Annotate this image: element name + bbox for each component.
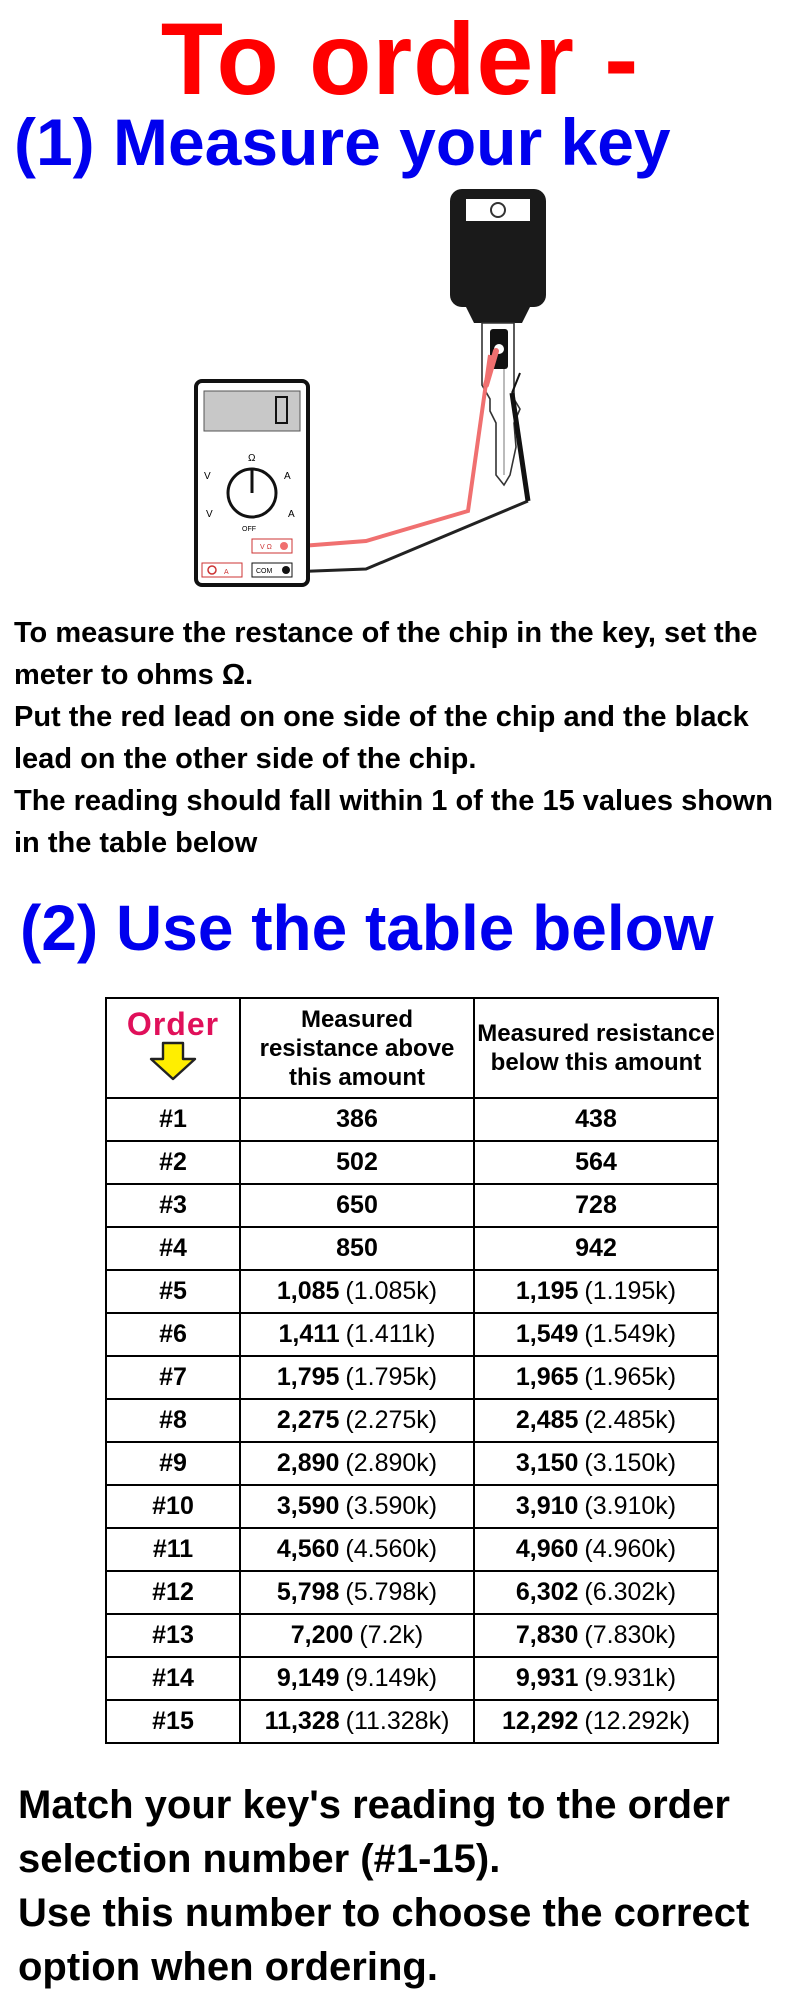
ohm-value: 11,328 [264,1707,340,1735]
dial-label-dc-v: V [206,509,213,520]
ohm-value: 564 [575,1148,617,1176]
kilo-ohm-value: (12.292k) [584,1707,691,1735]
ohm-value: 2,890 [276,1449,340,1477]
instruction-line: Put the red lead on one side of the chip and the black lead on the other side of the chip. [14,701,749,775]
above-value-cell [240,1614,474,1657]
ohm-value: 7,830 [515,1621,579,1649]
above-value-cell [240,1528,474,1571]
ohm-value: 1,411 [278,1320,340,1348]
ohm-value: 3,910 [515,1492,579,1520]
kilo-ohm-value: (9.931k) [584,1664,677,1692]
below-value-cell [474,1313,718,1356]
above-value-cell [240,1098,474,1141]
above-value-cell [240,1270,474,1313]
below-value-cell [474,1442,718,1485]
kilo-ohm-value: (2.890k) [345,1449,438,1477]
dial-label-off: OFF [242,526,256,533]
order-number-cell: #4 [106,1227,240,1270]
below-value-cell [474,1614,718,1657]
above-value-cell [240,1184,474,1227]
table-row [106,1528,718,1571]
com-port-label: COM [256,568,273,575]
kilo-ohm-value: (9.149k) [345,1664,438,1692]
above-value-cell [240,1485,474,1528]
step1-heading: (1) Measure your key [14,105,671,179]
ohm-value: 850 [336,1234,378,1262]
kilo-ohm-value: (4.960k) [584,1535,677,1563]
ohm-value: 6,302 [515,1578,579,1606]
com-port [282,566,290,574]
ohm-value: 2,275 [276,1406,340,1434]
multimeter [196,381,308,585]
kilo-ohm-value: (1.795k) [345,1363,438,1391]
dial-label-dc-a: A [288,509,295,520]
table-row [106,1227,718,1270]
table-row [106,1700,718,1743]
instruction-line: The reading should fall within 1 of the 15 values shown in the table below [14,785,773,859]
below-value-cell [474,1141,718,1184]
kilo-ohm-value: (11.328k) [345,1707,450,1735]
below-value-cell [474,1399,718,1442]
ohm-value: 1,965 [515,1363,579,1391]
ohm-value: 2,485 [515,1406,579,1434]
kilo-ohm-value: (1.965k) [584,1363,677,1391]
instruction-line: To measure the restance of the chip in the key, set the meter to ohms Ω. [14,617,758,691]
dial-label-ac-v: V [204,471,211,482]
below-value-cell [474,1098,718,1141]
above-value-cell [240,1442,474,1485]
amp-port-label: A [224,569,229,576]
order-label: Order [126,1005,220,1042]
ohm-value: 502 [336,1148,378,1176]
step1-instructions [14,612,794,864]
order-number-cell: #13 [106,1614,240,1657]
kilo-ohm-value: (4.560k) [345,1535,438,1563]
kilo-ohm-value: (1.549k) [584,1320,677,1348]
table-row [106,1399,718,1442]
table-row [106,1313,718,1356]
above-value-cell [240,1141,474,1184]
ohm-value: 3,590 [276,1492,340,1520]
kilo-ohm-value: (6.302k) [584,1578,677,1606]
below-value-cell [474,1184,718,1227]
table-row [106,1141,718,1184]
footer-note [18,1778,798,1994]
footer-line: Match your key's reading to the order selection number (#1-15). [18,1783,730,1881]
ohm-value: 386 [336,1105,378,1133]
above-value-cell [240,1657,474,1700]
table-header-row [106,998,718,1098]
ohm-value: 1,085 [276,1277,340,1305]
table-row [106,1657,718,1700]
order-number-cell: #1 [106,1098,240,1141]
kilo-ohm-value: (3.590k) [345,1492,438,1520]
order-number-cell: #11 [106,1528,240,1571]
kilo-ohm-value: (1.085k) [345,1277,438,1305]
order-number-cell: #9 [106,1442,240,1485]
ohm-value: 4,560 [276,1535,340,1563]
header-below: Measured resistance below this amount [474,998,718,1098]
kilo-ohm-value: (1.411k) [345,1320,436,1348]
below-value-cell [474,1528,718,1571]
above-value-cell [240,1313,474,1356]
above-value-cell [240,1399,474,1442]
table-row [106,1485,718,1528]
table-row [106,1270,718,1313]
order-number-cell: #6 [106,1313,240,1356]
below-value-cell [474,1571,718,1614]
order-number-cell: #14 [106,1657,240,1700]
table-row [106,1442,718,1485]
below-value-cell [474,1485,718,1528]
table-row [106,1571,718,1614]
table-row [106,1184,718,1227]
below-value-cell [474,1227,718,1270]
order-number-cell: #2 [106,1141,240,1184]
below-value-cell [474,1700,718,1743]
order-number-cell: #3 [106,1184,240,1227]
ohm-value: 438 [575,1105,617,1133]
ohm-value: 942 [575,1234,617,1262]
ohm-value: 1,195 [515,1277,579,1305]
ohm-value: 12,292 [501,1707,579,1735]
multimeter-key-illustration [190,185,580,605]
below-value-cell [474,1657,718,1700]
table-row [106,1356,718,1399]
order-number-cell: #15 [106,1700,240,1743]
header-order [106,998,240,1098]
ohm-value: 1,795 [276,1363,340,1391]
kilo-ohm-value: (7.830k) [584,1621,677,1649]
ohm-value: 4,960 [515,1535,579,1563]
table-row [106,1098,718,1141]
table-row [106,1614,718,1657]
order-number-cell: #5 [106,1270,240,1313]
resistance-table [105,997,719,1744]
ohm-value: 9,149 [276,1664,340,1692]
dial-label-ac-a: A [284,471,291,482]
below-value-cell [474,1356,718,1399]
order-number-cell: #12 [106,1571,240,1614]
key [450,189,546,485]
ohm-value: 728 [575,1191,617,1219]
down-arrow-icon [147,1041,199,1081]
kilo-ohm-value: (2.275k) [345,1406,438,1434]
vohm-port-label: V Ω [260,544,272,551]
kilo-ohm-value: (3.150k) [584,1449,677,1477]
kilo-ohm-value: (2.485k) [584,1406,677,1434]
below-value-cell [474,1270,718,1313]
vohm-port [280,542,288,550]
kilo-ohm-value: (3.910k) [584,1492,677,1520]
above-value-cell [240,1227,474,1270]
kilo-ohm-value: (7.2k) [359,1621,424,1649]
above-value-cell [240,1700,474,1743]
order-number-cell: #8 [106,1399,240,1442]
dial-label-ohm: Ω [248,453,256,464]
resistance-table-grid [105,997,719,1744]
order-number-cell: #7 [106,1356,240,1399]
kilo-ohm-value: (5.798k) [345,1578,438,1606]
footer-line: Use this number to choose the correct option when ordering. [18,1891,750,1989]
ohm-value: 7,200 [290,1621,354,1649]
ohm-value: 3,150 [515,1449,579,1477]
ohm-value: 1,549 [515,1320,579,1348]
header-above: Measured resistance above this amount [240,998,474,1098]
above-value-cell [240,1571,474,1614]
page-title: To order - [160,2,640,116]
step2-heading: (2) Use the table below [20,892,714,964]
ohm-value: 5,798 [276,1578,340,1606]
order-number-cell: #10 [106,1485,240,1528]
ohm-value: 650 [336,1191,378,1219]
above-value-cell [240,1356,474,1399]
ohm-value: 9,931 [515,1664,579,1692]
kilo-ohm-value: (1.195k) [584,1277,677,1305]
